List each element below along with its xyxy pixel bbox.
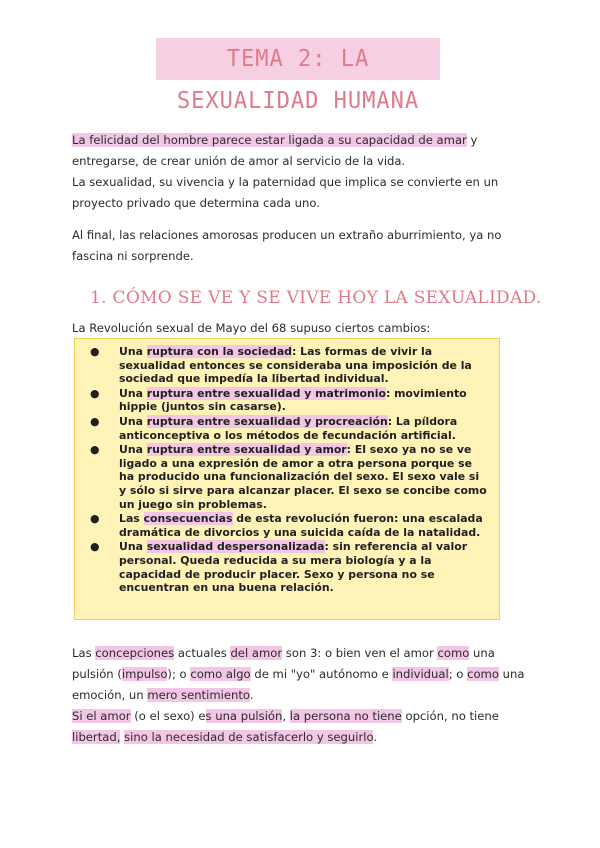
paragraph-text: una pulsión ( (72, 646, 495, 681)
item-text: : movimiento hippie (juntos sin casarse). (119, 386, 467, 414)
list-item (90, 345, 489, 386)
item-lead: Una (119, 414, 147, 428)
paragraph-text: ); o (167, 667, 191, 681)
paragraph-text: (o el sexo) e (130, 709, 206, 723)
item-highlight: sexualidad despersonalizada (146, 540, 325, 554)
changes-box (74, 338, 500, 620)
item-highlight: consecuencias (143, 512, 233, 526)
item-lead: Una (119, 443, 147, 457)
paragraph-text: ; o (448, 667, 468, 681)
changes-list (75, 339, 499, 595)
highlighted-text: como (467, 667, 499, 681)
paragraph-text: Las (72, 646, 96, 660)
bullet-icon: ● (90, 386, 100, 400)
item-text: : El sexo ya no se ve ligado a una expresión de amor a otra persona porque se ha producido una funcionalización del sexo. El sexo vale si y sólo si sirve para alcanzar placer. El sexo se concibe como un juego sin problemas. (119, 443, 487, 511)
highlighted-text: sino la necesidad de satisfacerlo y seguirlo (124, 730, 374, 744)
highlighted-text: como algo (190, 667, 251, 681)
bullet-icon: ● (90, 512, 100, 526)
paragraph-text: opción, no tiene (401, 709, 499, 723)
bullet-icon: ● (90, 443, 100, 457)
item-highlight: ruptura entre sexualidad y amor (146, 443, 347, 457)
conceptions-paragraph (72, 643, 532, 748)
paragraph-text: y entregarse, de crear unión de amor al servicio de la vida. (72, 133, 478, 168)
highlighted-text: concepciones (95, 646, 175, 660)
paragraph-text: una emoción, un (72, 667, 525, 702)
item-text: : sin referencia al valor personal. Queda reducida a su mera biología y a la capacidad de producir placer. Sexo y persona no se encuentran en una buena relación. (119, 540, 468, 595)
highlighted-text: mero sentimiento (147, 688, 250, 702)
paragraph-text: son 3: o bien ven el amor (282, 646, 438, 660)
highlighted-text: Si el amor (72, 709, 131, 723)
item-highlight: ruptura con la sociedad (146, 345, 292, 358)
item-lead: Una (119, 345, 147, 358)
item-lead: Una (119, 386, 147, 400)
highlighted-text: libertad, (72, 730, 121, 744)
list-item (90, 414, 489, 442)
list-item (90, 512, 489, 539)
list-item (90, 443, 489, 511)
list-item (90, 386, 489, 414)
paragraph-text: . (249, 688, 254, 702)
section-intro: La Revolución sexual de Mayo del 68 supuso ciertos cambios: (72, 321, 431, 335)
paragraph-text: actuales (174, 646, 231, 660)
bullet-icon: ● (90, 345, 100, 358)
bullet-icon: ● (90, 540, 100, 554)
item-text: de esta revolución fueron: una escalada dramática de divorcios y una suicida caída de la natalidad. (119, 512, 483, 539)
list-item (90, 540, 489, 595)
highlighted-text: La felicidad del hombre parece estar ligada a su capacidad de amar (72, 133, 467, 147)
highlighted-text: impulso (121, 667, 168, 681)
highlighted-text: como (437, 646, 470, 660)
item-highlight: ruptura entre sexualidad y procreación (146, 414, 388, 428)
intro-paragraph (72, 130, 532, 214)
paragraph-text: de mi "yo" autónomo e (250, 667, 393, 681)
second-paragraph: Al final, las relaciones amorosas producen un extraño aburrimiento, ya no fascina ni sorprende. (72, 228, 502, 263)
item-lead: Las (119, 512, 144, 526)
bullet-icon: ● (90, 414, 100, 428)
highlighted-text: s una pulsión (205, 709, 283, 723)
highlighted-text: individual (392, 667, 449, 681)
highlighted-text: la persona no tiene (289, 709, 402, 723)
page-title: TEMA 2: LA SEXUALIDAD HUMANA (156, 38, 440, 80)
paragraph-text: . (373, 730, 378, 744)
item-highlight: ruptura entre sexualidad y matrimonio (146, 386, 386, 400)
item-lead: Una (119, 540, 147, 554)
item-text: : La píldora anticonceptiva o los métodos de fecundación artificial. (119, 414, 458, 442)
item-text: : Las formas de vivir la sexualidad entonces se consideraba una imposición de la sociedad que impedía la libertad individual. (119, 345, 472, 386)
paragraph-text: , (282, 709, 290, 723)
paragraph-text: La sexualidad, su vivencia y la paternidad que implica se convierte en un proyecto privado que determina cada uno. (72, 175, 499, 210)
section-heading: 1. CÓMO SE VE Y SE VIVE HOY LA SEXUALIDAD. (90, 288, 542, 308)
highlighted-text: del amor (230, 646, 283, 660)
